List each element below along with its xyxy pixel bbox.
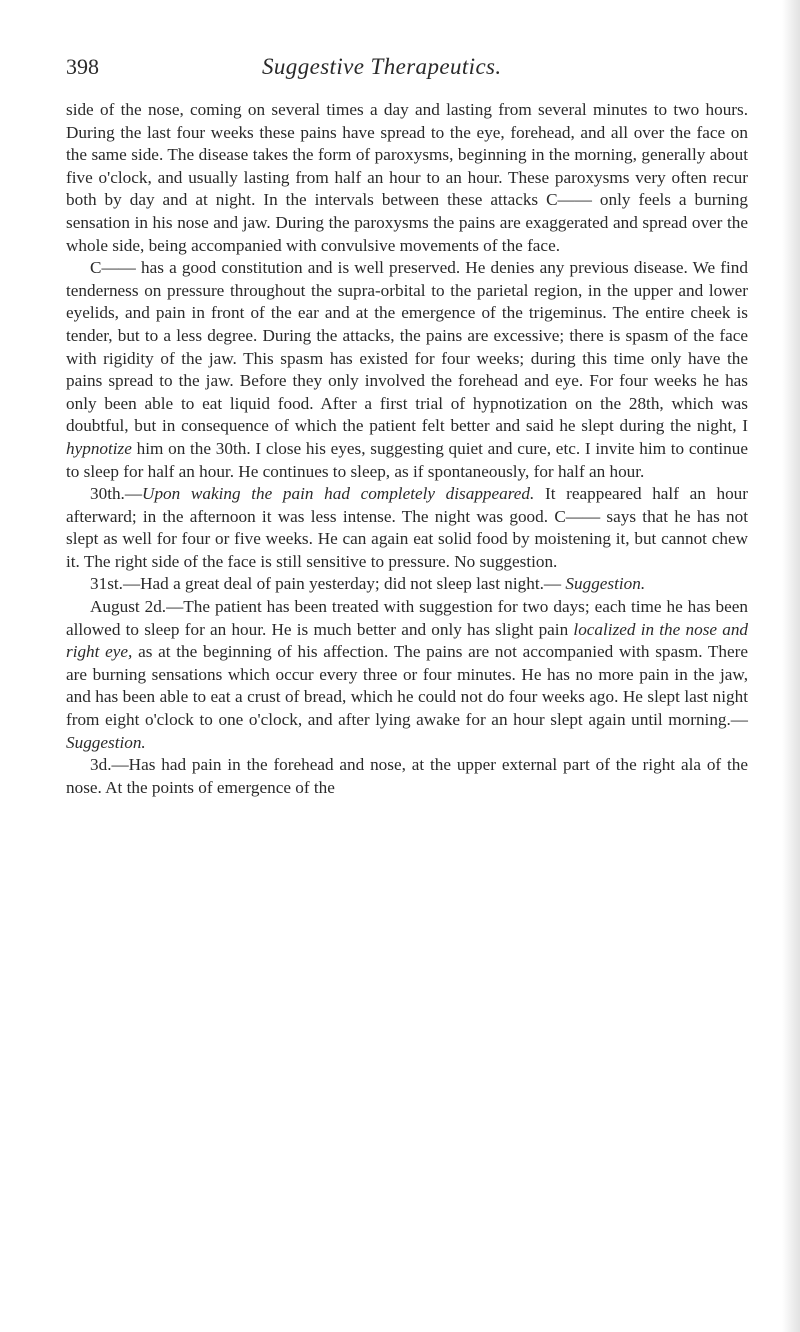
page-header [66,54,746,84]
emphasis-pain-disappeared: Upon waking the pain had completely disappeared. [142,484,535,504]
page-number: 398 [66,54,99,79]
paragraph-1: side of the nose, coming on several times a day and lasting from several minutes to two hours. During the last four weeks these pains have spread to the eye, forehead, and all over the face on the same side. The disease takes the form of paroxysms, beginning in the morning, generally about five o'clock, and usually lasting from half an hour to an hour. These paroxysms very often recur both by day and at night. In the intervals between these attacks C—— only feels a burning sensation in his nose and jaw. During the paroxysms the pains are exaggerated and spread over the whole side, being accompanied with convulsive movements of the face. [66,100,748,255]
paragraph-2: C—— has a good constitution and is well preserved. He denies any previous disease. We find tenderness on pressure throughout the supra-orbital to the parietal region, in the upper and lower eyelids, and pain in front of the ear and at the emergence of the trigeminus. The entire cheek is tender, but to a less degree. During the attacks, the pains are excessive; there is spasm of the face with rigidity of the jaw. This spasm has existed for four weeks; during this time only have the pains spread to the jaw. Before they only involved the forehead and eye. For four weeks he has only been able to eat liquid food. After a first trial of hypnotization on the 28th, which was doubtful, but in consequence of which the patient felt better and said he slept during the night, I hypnotize him on the 30th. I close his eyes, suggesting quiet and cure, etc. I invite him to continue to sleep for half an hour. He continues to sleep, as if spontaneously, for half an hour. [66,258,749,481]
paragraph-4: 31st.—Had a great deal of pain yesterday; did not sleep last night.— Suggestion. [90,574,646,594]
paragraph-3: 30th.—Upon waking the pain had completely disappeared. It reappeared half an hour afterward; in the afternoon it was less intense. The night was good. C—— says that he has not slept as well for four or five weeks. He can again eat solid food by moistening it, but cannot chew it. The right side of the face is still sensitive to pressure. No suggestion. [66,484,749,571]
paragraph-5: August 2d.—The patient has been treated with suggestion for two days; each time he has been allowed to sleep for an hour. He is much better and only has slight pain localized in the nose and right eye, as at the beginning of his affection. The pains are not accompanied with spasm. There are burning sensations which occur every three or four minutes. He has no more pain in the jaw, and has been able to eat a crust of bread, which he could not do four weeks ago. He slept last night from eight o'clock to one o'clock, and after lying awake for an hour slept again until morning.—Suggestion. [66,597,749,752]
running-title: Suggestive Therapeutics. [262,54,502,79]
body-text [66,99,748,799]
emphasis-suggestion: Suggestion. [565,574,646,594]
emphasis-localized: localized in the nose and right eye, [66,619,749,662]
emphasis-suggestion-2: Suggestion. [66,732,146,752]
emphasis-hypnotize: hypnotize [66,438,132,458]
page-edge-shadow [782,0,800,1332]
paragraph-6: 3d.—Has had pain in the forehead and nose, at the upper external part of the right ala of the nose. At the points of emergence of the [66,755,748,797]
